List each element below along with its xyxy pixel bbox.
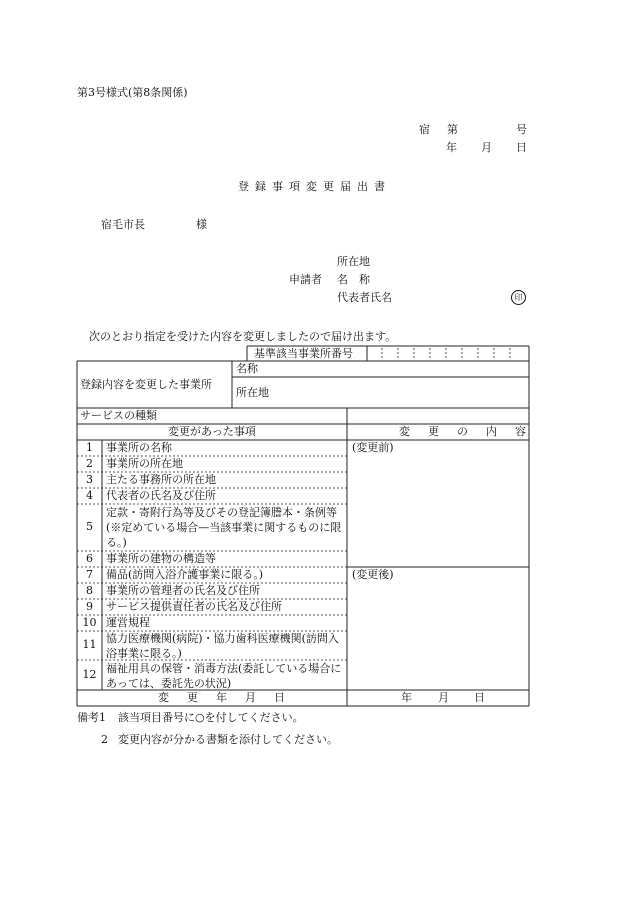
office-name-label: 名称 — [236, 362, 258, 375]
applicant-representative-label: 代表者氏名 — [337, 291, 392, 304]
applicant-label: 申請者 — [289, 273, 322, 286]
note-label: 2 — [101, 733, 108, 746]
service-type-label: サービスの種類 — [80, 409, 157, 422]
note-text: 変更内容が分かる書類を添付してください。 — [118, 733, 338, 746]
form-number: 第3号様式(第8条関係) — [77, 86, 188, 99]
reference-prefix: 宿 — [419, 123, 430, 136]
item-text: 主たる事務所の所在地 — [106, 473, 216, 486]
item-number: 11 — [82, 638, 97, 651]
date-day: 日 — [516, 141, 527, 154]
document-title: 登録事項変更届出書 — [238, 180, 391, 193]
seal-mark: 印 — [511, 290, 526, 305]
item-text: 備品(訪問入浴介護事業に限る。) — [106, 568, 264, 581]
intro-text: 次のとおり指定を受けた内容を変更しましたので届け出ます。 — [89, 330, 397, 343]
addressee-honorific: 様 — [196, 218, 207, 231]
change-date-day: 日 — [474, 691, 485, 704]
office-number-label: 基準該当事業所番号 — [254, 347, 353, 360]
item-text: 代表者の氏名及び住所 — [106, 489, 216, 502]
change-content-header: 変更の内容 — [399, 425, 544, 438]
item-text: 事業所の建物の構造等 — [106, 552, 216, 565]
item-number: 2 — [86, 457, 93, 470]
item-number: 12 — [82, 668, 97, 681]
reference-suffix: 号 — [516, 123, 527, 136]
item-number: 8 — [86, 584, 93, 597]
note-label: 備考1 — [77, 711, 106, 724]
addressee-name: 宿毛市長 — [101, 218, 145, 231]
item-text: 事業所の名称 — [106, 441, 172, 454]
after-label: (変更後) — [352, 568, 394, 581]
item-number: 10 — [82, 616, 97, 629]
item-text: 事業所の管理者の氏名及び住所 — [106, 584, 260, 597]
item-number: 9 — [86, 600, 93, 613]
item-number: 6 — [86, 552, 93, 565]
item-text: 福祉用具の保管・消毒方法(委託している場合にあっては、委託先の状況) — [106, 662, 342, 690]
note-text: 該当項目番号に○を付してください。 — [118, 711, 304, 724]
reference-number-label: 第 — [447, 123, 458, 136]
item-text: 運営規程 — [106, 616, 150, 629]
item-number: 3 — [86, 473, 93, 486]
item-number: 4 — [86, 489, 93, 502]
change-date-label: 変更年月日 — [158, 691, 303, 704]
item-text: 事業所の所在地 — [106, 457, 183, 470]
change-date-month: 月 — [438, 691, 449, 704]
date-month: 月 — [481, 141, 492, 154]
change-date-year: 年 — [401, 691, 412, 704]
before-label: (変更前) — [352, 441, 394, 454]
changed-office-label: 登録内容を変更した事業所 — [80, 378, 212, 391]
applicant-address-label: 所在地 — [337, 255, 370, 268]
item-number: 5 — [86, 520, 93, 533]
item-text: 協力医療機関(病院)・協力歯科医療機関(訪問入浴事業に限る。) — [106, 632, 339, 660]
changed-items-header: 変更があった事項 — [168, 425, 256, 438]
item-number: 7 — [86, 568, 93, 581]
item-number: 1 — [86, 441, 93, 454]
applicant-name-label: 名 称 — [337, 273, 370, 286]
office-address-label: 所在地 — [236, 386, 269, 399]
date-year: 年 — [446, 141, 457, 154]
item-text: サービス提供責任者の氏名及び住所 — [106, 600, 282, 613]
item-text: 定款・寄附行為等及びその登記簿謄本・条例等(※定めている場合—当該事業に関するものに限る。) — [106, 506, 342, 549]
